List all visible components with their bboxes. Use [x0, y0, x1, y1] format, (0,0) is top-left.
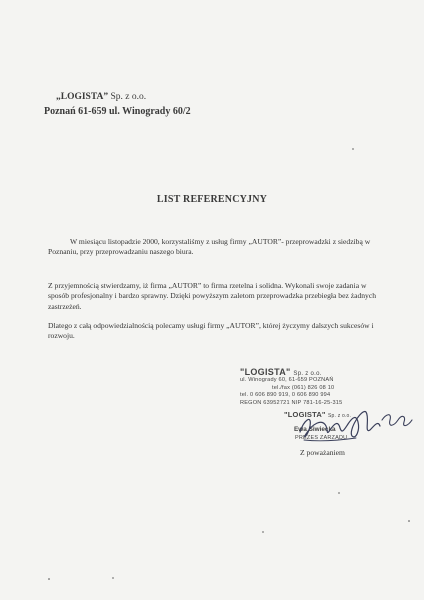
stamp-fax: tel./fax (061) 826 08 10	[272, 384, 335, 391]
paragraph-3: Dlatego z całą odpowiedzialnością polecamy usługi firmy „AUTOR”, której życzymy dalszych sukcesów i rozwoju.	[48, 321, 374, 341]
signature-stamp-person: Ewa Siwiecka	[294, 426, 336, 433]
stamp-address: ul. Winogrady 60, 61-659 POZNAŃ	[240, 377, 334, 383]
scan-speck	[352, 148, 354, 150]
document-title: LIST REFERENCYJNY	[156, 194, 268, 205]
scan-speck	[338, 492, 340, 494]
signature-stamp-company: "LOGISTA" Sp. z o.o.	[284, 410, 352, 419]
closing-phrase: Z poważaniem	[300, 448, 345, 457]
paragraph-2: Z przyjemnością stwierdzamy, iż firma „AUTOR” to firma rzetelna i solidna. Wykonali swoje zadania w sposób profesjonalny i bardzo sprawny. Dzięki powyższym zaletom przeprowadzka przebiegła bez żadnych zastrzeżeń.	[48, 281, 377, 311]
handwritten-signature	[282, 390, 422, 450]
signature-stamp-role: PREZES ZARZĄDU	[295, 435, 348, 441]
stamp-phone: tel. 0 606 890 919, 0 606 890 994	[240, 392, 331, 399]
company-name: „LOGISTA” Sp. z o.o.	[56, 92, 147, 102]
company-address: Poznań 61-659 ul. Winogrady 60/2	[44, 106, 191, 117]
paragraph-1: W miesiącu listopadzie 2000, korzystaliśmy z usług firmy „AUTOR”- przeprowadzki z siedzibą w Poznaniu, przy przeprowadzaniu naszego biura.	[48, 237, 371, 257]
stamp-regon-nip: REGON 63952721 NIP 781-16-25-315	[240, 399, 343, 406]
scan-speck	[262, 531, 264, 533]
stamp-company-name: "LOGISTA" Sp. z o.o.	[240, 367, 322, 377]
scan-speck	[408, 520, 410, 522]
scan-speck	[112, 577, 114, 579]
scan-speck	[48, 578, 50, 580]
